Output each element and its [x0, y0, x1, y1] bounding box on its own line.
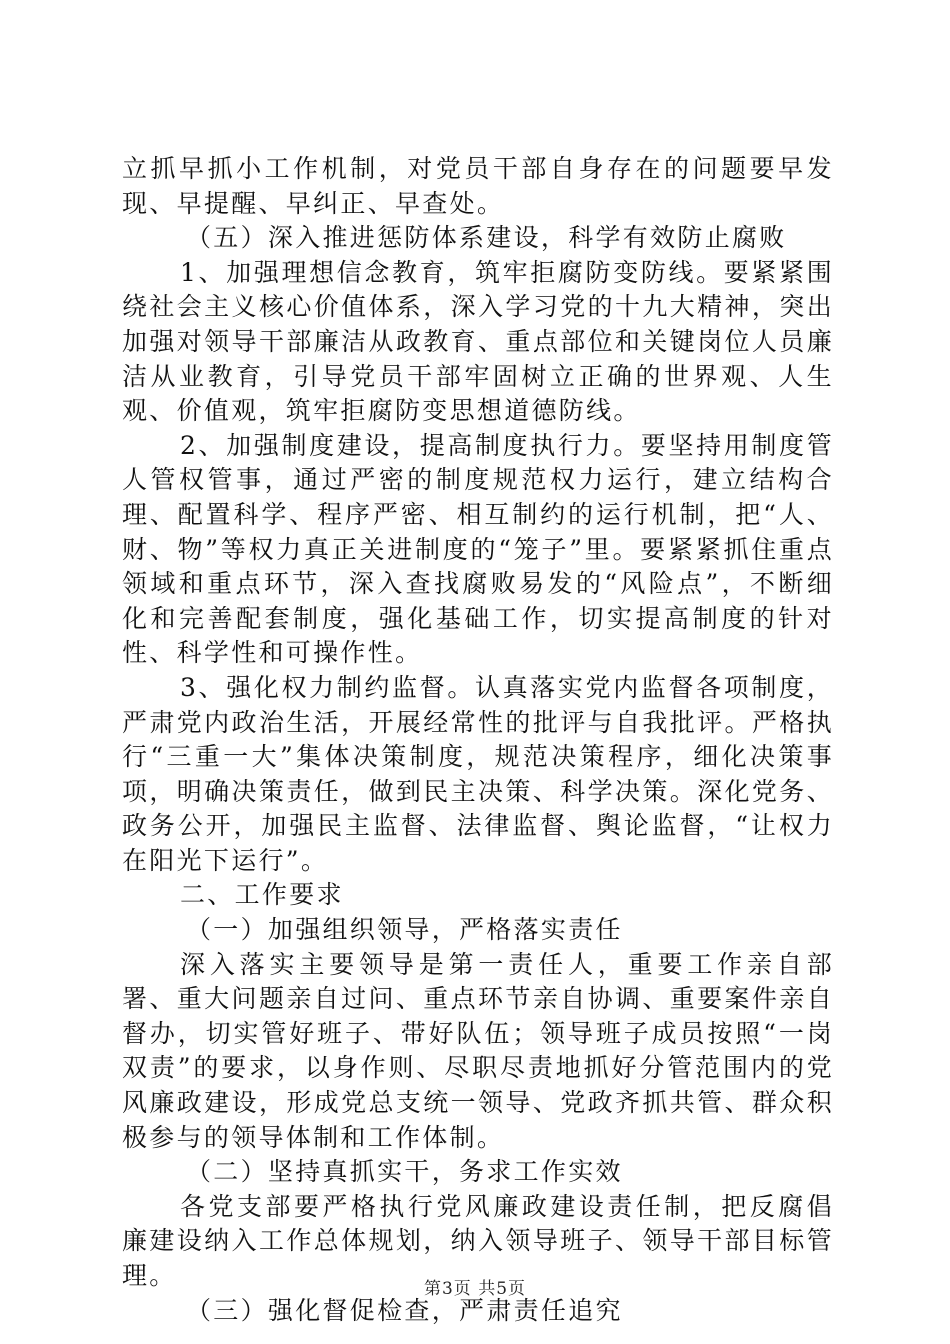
paragraph-continuation: 立抓早抓小工作机制，对党员干部自身存在的问题要早发现、早提醒、早纠正、早查处。 — [122, 154, 834, 218]
paragraph-item-3: 3、强化权力制约监督。认真落实党内监督各项制度，严肃党内政治生活，开展经常性的批评与自我批评。严格执行“三重一大”集体决策制度，规范决策程序，细化决策事项，明确决策责任，做到民主决策、科学决策。深化党务、政务公开，加强民主监督、法律监督、舆论监督，“让权力在阳光下运行”。 — [122, 672, 834, 875]
section-heading-five: （五）深入推进惩防体系建设，科学有效防止腐败 — [186, 223, 787, 253]
subheading-one: （一）加强组织领导，严格落实责任 — [186, 915, 623, 945]
page-number-footer: 第3页 共5页 — [423, 1279, 527, 1299]
paragraph-item-2: 2、加强制度建设，提高制度执行力。要坚持用制度管人管权管事，通过严密的制度规范权力运行，建立结构合理、配置科学、程序严密、相互制约的运行机制，把“人、财、物”等权力真正关进制度的“笼子”里。要紧紧抓住重点领域和重点环节，深入查找腐败易发的“风险点”，不断细化和完善配套制度，强化基础工作，切实提高制度的针对性、科学性和可操作性。 — [122, 430, 834, 668]
subheading-three: （三）强化督促检查，严肃责任追究 — [186, 1295, 623, 1325]
paragraph-party-branches: 各党支部要严格执行党风廉政建设责任制，把反腐倡廉建设纳入工作总体规划，纳入领导班子、领导干部目标管理。 — [122, 1191, 834, 1290]
paragraph-item-1: 1、加强理想信念教育，筑牢拒腐防变防线。要紧紧围绕社会主义核心价值体系，深入学习党的十九大精神，突出加强对领导干部廉洁从政教育、重点部位和关键岗位人员廉洁从业教育，引导党员干部牢固树立正确的世界观、人生观、价值观，筑牢拒腐防变思想道德防线。 — [122, 257, 834, 426]
document-body — [122, 152, 834, 1328]
section-heading-work-requirements: 二、工作要求 — [180, 880, 344, 910]
subheading-two: （二）坚持真抓实干，务求工作实效 — [186, 1157, 623, 1187]
paragraph-leadership: 深入落实主要领导是第一责任人，重要工作亲自部署、重大问题亲自过问、重点环节亲自协调、重要案件亲自督办，切实管好班子、带好队伍；领导班子成员按照“一岗双责”的要求，以身作则、尽职尽责地抓好分管范围内的党风廉政建设，形成党总支统一领导、党政齐抓共管、群众积极参与的领导体制和工作体制。 — [122, 949, 834, 1152]
